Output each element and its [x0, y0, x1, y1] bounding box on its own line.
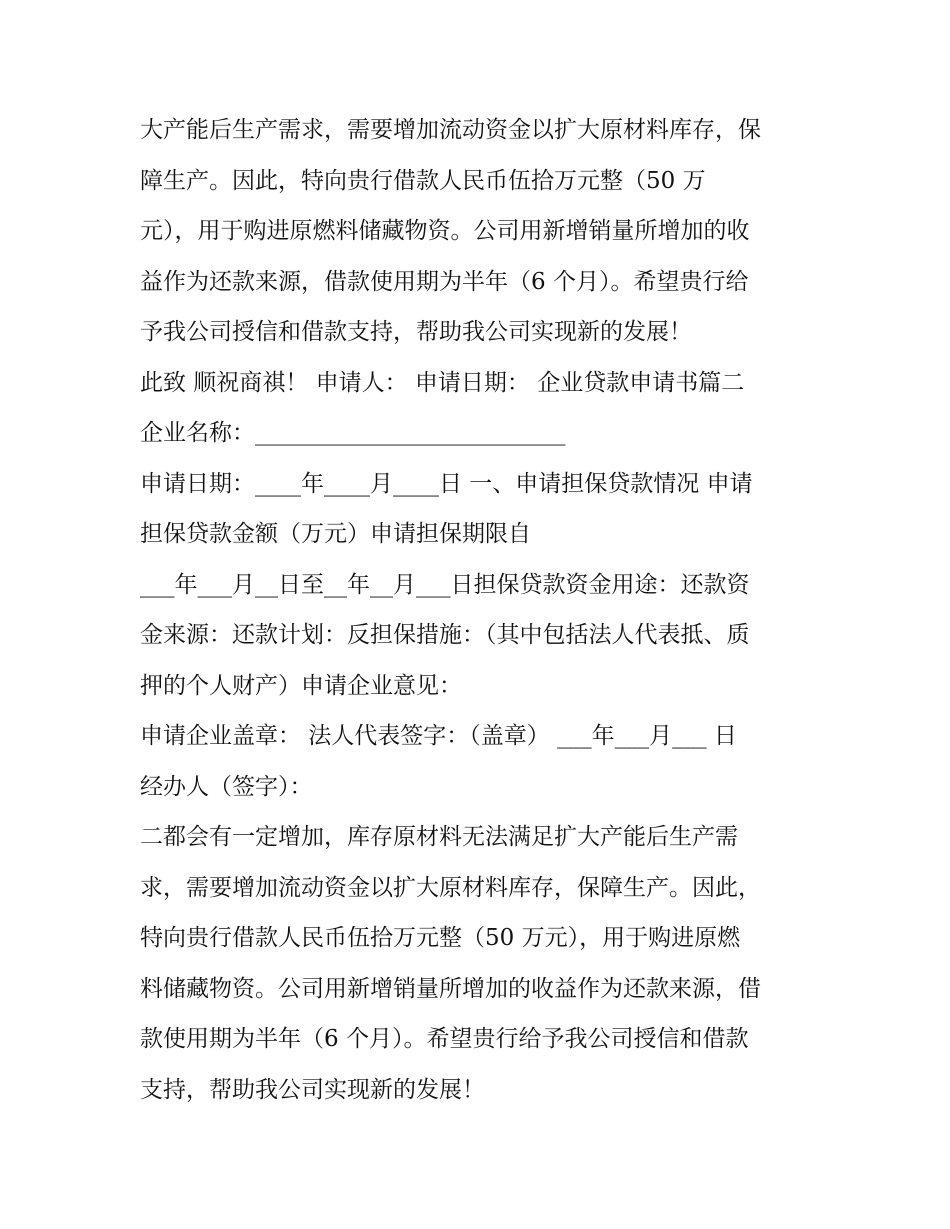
text-line: 予我公司授信和借款支持，帮助我公司实现新的发展！	[140, 319, 692, 345]
text-line: 金来源：还款计划：反担保措施：（其中包括法人代表抵、质	[140, 622, 750, 648]
text-line: 担保贷款金额（万元）申请担保期限自	[140, 521, 531, 547]
text-line: 益作为还款来源，借款使用期为半年（6 个月）。希望贵行给	[140, 269, 749, 295]
text-line: 二都会有一定增加，库存原材料无法满足扩大产能后生产需	[140, 824, 738, 850]
text-line: 企业名称：___________________________	[140, 420, 566, 446]
text-line: 此致 顺祝商祺！ 申请人： 申请日期： 企业贷款申请书篇二	[140, 370, 745, 396]
text-line: ___年___月__日至__年__月___日担保贷款资金用途：还款资	[140, 572, 750, 598]
text-line: 求，需要增加流动资金以扩大原材料库存，保障生产。因此，	[140, 875, 761, 901]
text-line: 大产能后生产需求，需要增加流动资金以扩大原材料库存，保	[140, 117, 761, 143]
text-line: 申请日期：____年____月____日 一、申请担保贷款情况 申请	[140, 471, 753, 497]
text-line: 申请企业盖章： 法人代表签字：（盖章） ___年___月___ 日	[140, 723, 737, 749]
text-line: 元），用于购进原燃料储藏物资。公司用新增销量所增加的收	[140, 218, 750, 244]
text-line: 款使用期为半年（6 个月）。希望贵行给予我公司授信和借款	[140, 1026, 749, 1052]
text-line: 支持，帮助我公司实现新的发展！	[140, 1077, 485, 1103]
text-line: 料储藏物资。公司用新增销量所增加的收益作为还款来源，借	[140, 976, 761, 1002]
text-line: 障生产。因此，特向贵行借款人民币伍拾万元整（50 万	[140, 168, 706, 194]
text-line: 经办人（签字）：	[140, 774, 313, 800]
text-line: 特向贵行借款人民币伍拾万元整（50 万元），用于购进原燃	[140, 925, 741, 951]
text-line: 押的个人财产）申请企业意见：	[140, 673, 462, 699]
